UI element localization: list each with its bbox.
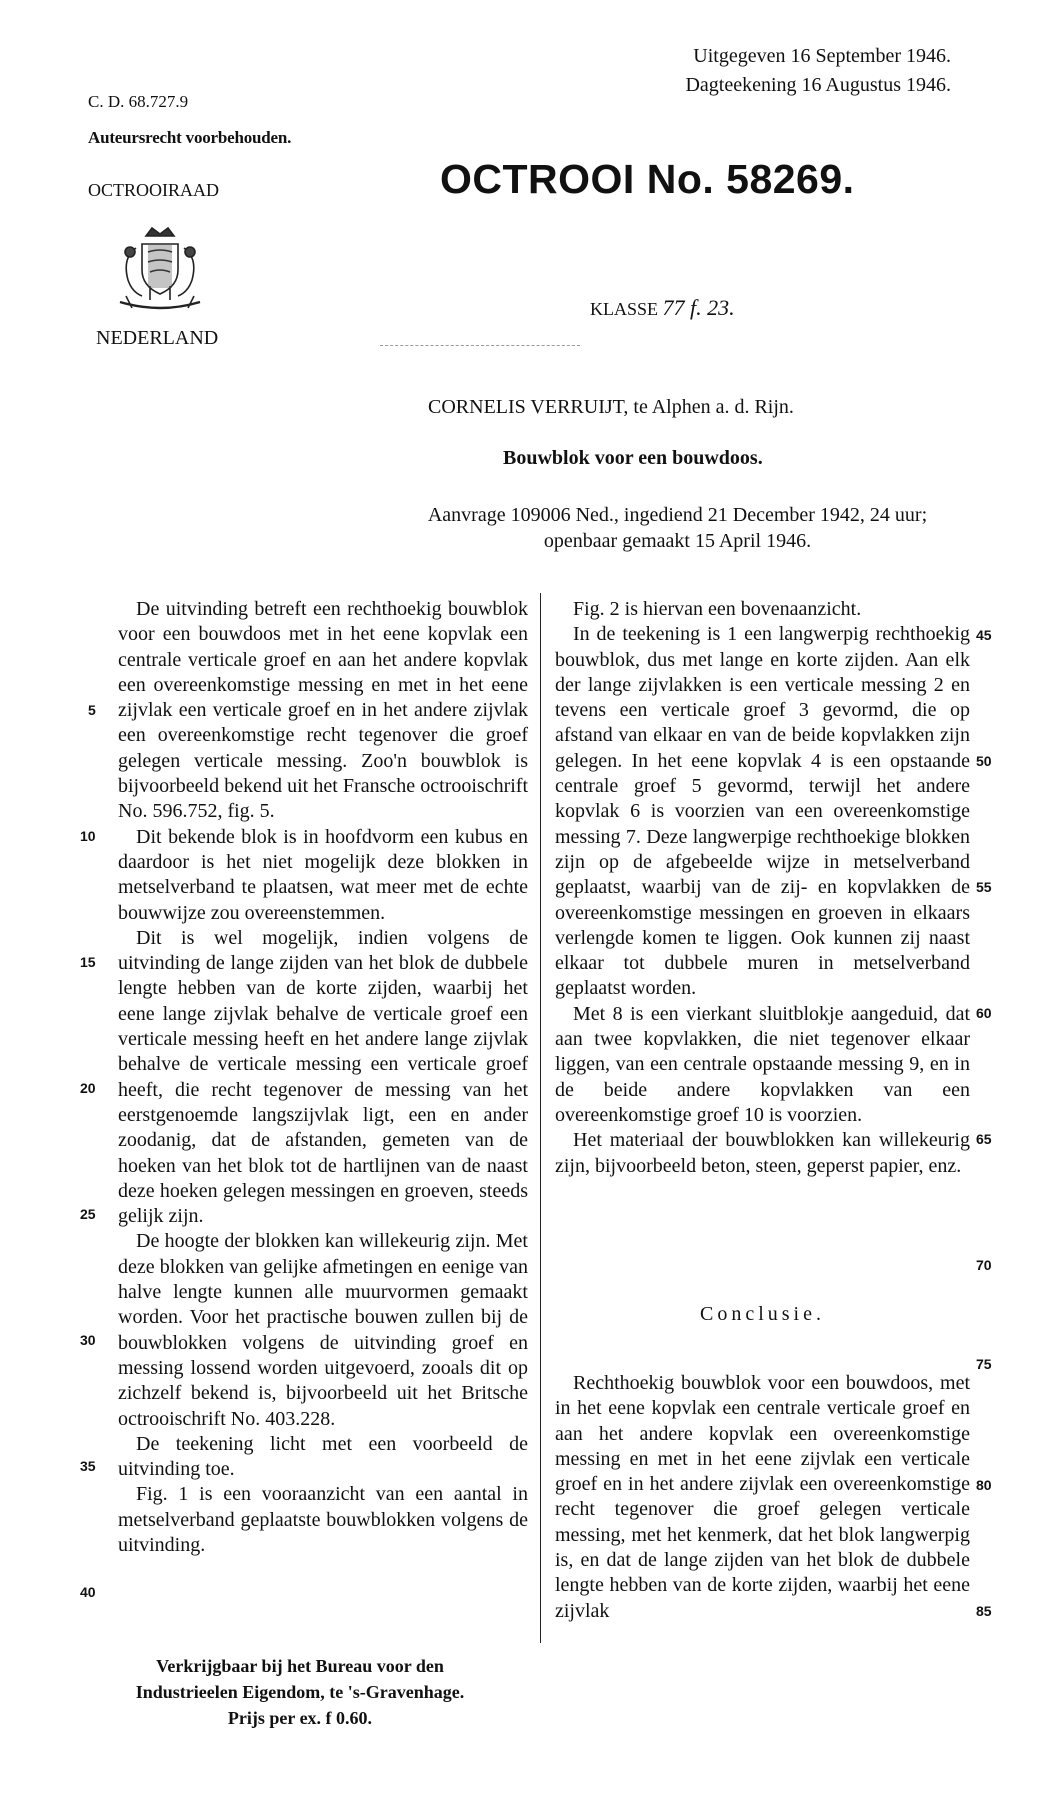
line-number: 50 — [976, 753, 992, 769]
copyright-notice: Auteursrecht voorbehouden. — [88, 128, 292, 147]
line-number: 25 — [80, 1206, 96, 1222]
dating-date: Dagteekening 16 Augustus 1946. — [685, 74, 951, 96]
left-paragraph-1: De uitvinding betreft een rechthoekig bouwblok voor een bouwdoos met in het eene kopvlak een centrale verticale groef en aan het andere kopvlak een overeenkomstige messing en met in het eene zijvlak een verticale groef en in het andere zijvlak een overeenkomstige recht tegenover die groef gelegen verticale messing. Zoo'n bouwblok is bijvoorbeeld bekend uit het Fransche octrooischrift No. 596.752, fig. 5. — [118, 598, 528, 823]
patent-number-title: OCTROOI No. 58269. — [440, 156, 855, 202]
right-paragraph-1: Fig. 2 is hiervan een bovenaanzicht. — [573, 598, 862, 620]
line-number: 35 — [80, 1458, 96, 1474]
right-paragraph-4: Het materiaal der bouwblokken kan willekeurig zijn, bijvoorbeeld beton, steen, geperst papier, enz. — [555, 1129, 970, 1177]
left-paragraph-2: Dit bekende blok is in hoofdvorm een kubus en daardoor is het niet mogelijk deze blokken in metselverband te plaatsen, wat meer met de echte bouwwijze zou overeenstemmen. — [118, 825, 528, 924]
line-number: 30 — [80, 1332, 96, 1348]
class-label: KLASSE — [590, 299, 659, 319]
coat-of-arms-icon — [112, 222, 208, 322]
right-paragraph-2: In de teekening is 1 een langwerpig rechthoekig bouwblok, dus met lange en korte zijden. Aan elk der lange zijvlakken is een verticale messing 2 en tevens een verticale groef 3 gevormd, die op afstand van elkaar en van de beide kopvlakken zijn gelegen. In het eene kopvlak 4 is een opstaande centrale groef 5 gevormd, terwijl het andere kopvlak 6 is voorzien van een overeenkomstige messing 7. Deze langwerpige rechthoekige blokken zijn op de afgebeelde wijze in metselverband geplaatst, waarbij van de zij- en kopvlakken de overeenkomstige messingen en groeven in elkaars verlengde komen te liggen. Ook kunnen zij naast elkaar tot dubbele muren in metselverband geplaatst worden. — [555, 623, 970, 1000]
line-number: 85 — [976, 1603, 992, 1619]
availability-notice — [80, 1653, 520, 1731]
left-paragraph-3: Dit is wel mogelijk, indien volgens de uitvinding de lange zijden van het blok de dubbele lengte hebben van de korte zijden, waarbij het eene lange zijvlak behalve de verticale groef een verticale messing heeft en het andere lange zijvlak behalve de verticale messing een verticale groef heeft, die recht tegenover de messing van het eerstgenoemde langszijvlak ligt, een en ander zoodanig, dat de afstanden, gemeten van de hoeken van het blok tot de hartlijnen van de naast deze hoeken gelegen messingen en groeven, steeds gelijk zijn. — [118, 926, 528, 1228]
line-number: 45 — [976, 627, 992, 643]
patent-title: Bouwblok voor een bouwdoos. — [503, 447, 763, 469]
inventor-line: CORNELIS VERRUIJT, te Alphen a. d. Rijn. — [428, 396, 794, 418]
left-paragraph-4: De hoogte der blokken kan willekeurig zijn. Met deze blokken van gelijke afmetingen en eenige van halve lengte kunnen alle muurvormen gemaakt worden. Voor het practische bouwen zullen bij de bouwblokken volgens de uitvinding groef en messing lossend worden uitgevoerd, zooals dit op zichzelf bekend is, bijvoorbeeld uit het Britsche octrooischrift No. 403.228. — [118, 1230, 528, 1430]
availability-line-1: Verkrijgbaar bij het Bureau voor den — [156, 1656, 444, 1676]
conclusion-heading: Conclusie. — [700, 1303, 825, 1325]
country-name: NEDERLAND — [96, 327, 219, 349]
line-number: 10 — [80, 828, 96, 844]
left-paragraph-5: De teekening licht met een voorbeeld de uitvinding toe. — [118, 1432, 528, 1481]
conclusion-text — [555, 1371, 970, 1624]
issue-date: Uitgegeven 16 September 1946. — [693, 45, 951, 67]
application-line-2: openbaar gemaakt 15 April 1946. — [543, 530, 812, 552]
availability-line-2: Industrieelen Eigendom, te 's-Gravenhage. — [135, 1682, 465, 1702]
price-line: Prijs per ex. f 0.60. — [227, 1708, 373, 1728]
line-number: 65 — [976, 1131, 992, 1147]
patent-class — [590, 295, 735, 321]
line-number: 75 — [976, 1356, 992, 1372]
line-number: 15 — [80, 954, 96, 970]
line-number: 40 — [80, 1584, 96, 1600]
class-value: 77 f. 23. — [662, 295, 735, 320]
line-number: 70 — [976, 1257, 992, 1273]
left-text-column — [118, 597, 528, 1558]
application-line-1: Aanvrage 109006 Ned., ingediend 21 December 1942, 24 uur; — [427, 504, 928, 526]
line-number: 20 — [80, 1080, 96, 1096]
publication-dates — [685, 42, 951, 100]
line-number: 5 — [88, 702, 96, 718]
line-number: 80 — [976, 1477, 992, 1493]
conclusion-paragraph: Rechthoekig bouwblok voor een bouwdoos, met in het eene kopvlak een centrale verticale groef en aan het andere kopvlak een overeenkomstige messing en met in het eene zijvlak een verticale groef en in het andere zijvlak een overeenkomstige recht tegenover die groef gelegen verticale messing, met het kenmerk, dat het blok langwerpig is, en dat de lange zijden van het blok de dubbele lengte hebben van de korte zijden, waarbij het eene zijvlak — [555, 1372, 970, 1622]
right-text-column — [555, 597, 970, 1179]
application-info — [370, 502, 985, 554]
line-number: 55 — [976, 879, 992, 895]
column-divider — [540, 593, 541, 1643]
document-code: C. D. 68.727.9 — [88, 92, 189, 111]
line-number: 60 — [976, 1005, 992, 1021]
left-paragraph-6: Fig. 1 is een vooraanzicht van een aantal in metselverband geplaatste bouwblokken volgens de uitvinding. — [118, 1483, 528, 1556]
dotted-rule — [380, 345, 580, 346]
right-paragraph-3: Met 8 is een vierkant sluitblokje aangeduid, dat aan twee kopvlakken, die niet tegenover elkaar liggen, van een centrale opstaande messing 9, en in de beide andere kopvlakken van een overeenkomstige groef 10 is voorzien. — [555, 1002, 970, 1126]
issuing-office: OCTROOIRAAD — [88, 180, 220, 200]
